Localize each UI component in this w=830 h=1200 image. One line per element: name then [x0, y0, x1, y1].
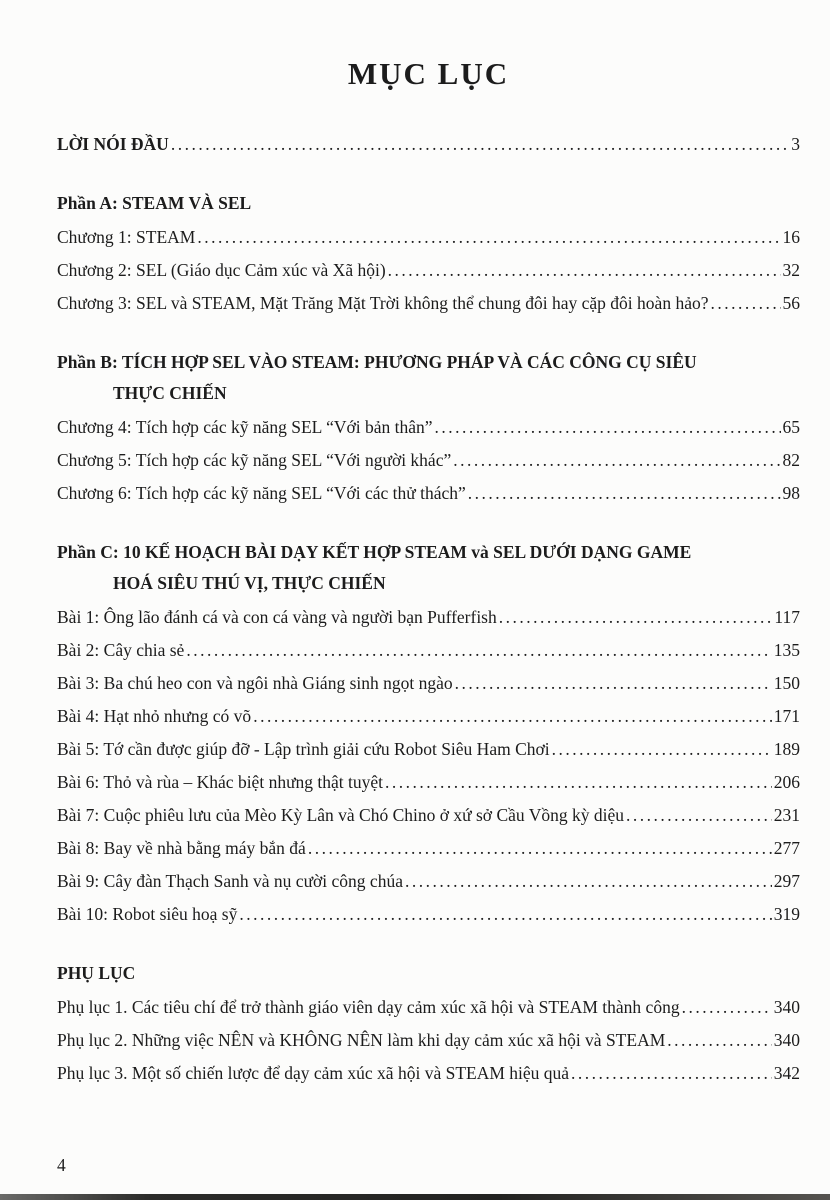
dot-leader — [455, 667, 772, 700]
dot-leader — [239, 898, 771, 931]
toc-entry — [57, 832, 800, 865]
toc-entry-page: 297 — [773, 871, 800, 891]
toc-entry-page: 98 — [782, 483, 800, 503]
toc-entry — [57, 766, 800, 799]
toc-entry-page: 171 — [773, 706, 800, 726]
toc-entry-label: Phụ lục 3. Một số chiến lược để dạy cảm xúc xã hội và STEAM hiệu quả — [57, 1063, 570, 1083]
toc-entry-label: Bài 5: Tớ cần được giúp đỡ - Lập trình giải cứu Robot Siêu Ham Chơi — [57, 739, 550, 759]
toc-entry — [57, 1024, 800, 1057]
toc-entry-label: Bài 9: Cây đàn Thạch Sanh và nụ cười công chúa — [57, 871, 403, 891]
toc-entry-page: 82 — [782, 450, 800, 470]
toc-entry-label: Bài 1: Ông lão đánh cá và con cá vàng và người bạn Pufferfish — [57, 607, 497, 627]
toc-entry-label: Chương 2: SEL (Giáo dục Cảm xúc và Xã hội) — [57, 260, 386, 280]
page-number: 4 — [57, 1155, 66, 1175]
dot-leader — [552, 733, 772, 766]
toc-entry — [57, 128, 800, 161]
toc-entry — [57, 700, 800, 733]
toc-entry-label: Chương 4: Tích hợp các kỹ năng SEL “Với bản thân” — [57, 417, 433, 437]
toc-entry-label: Chương 6: Tích hợp các kỹ năng SEL “Với các thử thách” — [57, 483, 466, 503]
dot-leader — [405, 865, 772, 898]
dot-leader — [435, 411, 781, 444]
toc-entry-page: 319 — [773, 904, 800, 924]
toc-entry — [57, 221, 800, 254]
dot-leader — [682, 991, 772, 1024]
dot-leader — [308, 832, 772, 865]
toc-entry-page: 231 — [773, 805, 800, 825]
dot-leader — [388, 254, 781, 287]
toc-entry-page: 340 — [773, 1030, 800, 1050]
toc-entry-label: Bài 3: Ba chú heo con và ngôi nhà Giáng sinh ngọt ngào — [57, 673, 453, 693]
toc-entry-label: Bài 8: Bay về nhà bằng máy bắn đá — [57, 838, 306, 858]
toc-entry-label: Bài 7: Cuộc phiêu lưu của Mèo Kỳ Lân và Chó Chino ở xứ sở Cầu Vồng kỳ diệu — [57, 805, 624, 825]
dot-leader — [171, 128, 789, 161]
toc-section-heading — [57, 958, 800, 989]
dot-leader — [186, 634, 771, 667]
dot-leader — [499, 601, 773, 634]
toc-entry — [57, 1057, 800, 1090]
toc-entry-label: Chương 5: Tích hợp các kỹ năng SEL “Với người khác” — [57, 450, 452, 470]
toc-entry-label: Bài 4: Hạt nhỏ nhưng có võ — [57, 706, 252, 726]
dot-leader — [468, 477, 781, 510]
toc-entry — [57, 898, 800, 931]
toc-entry-label: Phụ lục 1. Các tiêu chí để trở thành giáo viên dạy cảm xúc xã hội và STEAM thành công — [57, 997, 680, 1017]
toc-section-heading — [57, 188, 800, 219]
toc-entry-label: LỜI NÓI ĐẦU — [57, 134, 169, 154]
toc-entry — [57, 254, 800, 287]
toc-entry-page: 189 — [773, 739, 800, 759]
toc-entry-page: 342 — [773, 1063, 800, 1083]
dot-leader — [197, 221, 780, 254]
toc-entry — [57, 991, 800, 1024]
toc-section-heading-line: Phần C: 10 KẾ HOẠCH BÀI DẠY KẾT HỢP STEAM và SEL DƯỚI DẠNG GAME — [57, 542, 692, 562]
toc-entry — [57, 799, 800, 832]
toc-entry — [57, 411, 800, 444]
page-title: MỤC LỤC — [347, 56, 510, 91]
toc-entry — [57, 667, 800, 700]
toc-entry-page: 117 — [774, 607, 800, 627]
dot-leader — [571, 1057, 772, 1090]
toc-entry-label: Chương 1: STEAM — [57, 227, 196, 247]
toc-section-heading-line: THỰC CHIẾN — [113, 383, 227, 403]
toc-section-heading-line: Phần B: TÍCH HỢP SEL VÀO STEAM: PHƯƠNG PHÁP VÀ CÁC CÔNG CỤ SIÊU — [57, 352, 697, 372]
toc-entry-label: Bài 6: Thỏ và rùa – Khác biệt nhưng thật tuyệt — [57, 772, 384, 792]
toc-entry-page: 277 — [773, 838, 800, 858]
toc-section-heading-line: HOÁ SIÊU THÚ VỊ, THỰC CHIẾN — [113, 573, 386, 593]
toc-section-heading-line: Phần A: STEAM VÀ SEL — [57, 193, 252, 213]
scan-bottom-edge — [0, 1194, 830, 1200]
toc-entry-label: Chương 3: SEL và STEAM, Mặt Trăng Mặt Trời không thể chung đôi hay cặp đôi hoàn hảo? — [57, 293, 709, 313]
toc-entry-page: 65 — [782, 417, 800, 437]
toc-entry-page: 150 — [773, 673, 800, 693]
toc-entry-page: 56 — [782, 293, 800, 313]
toc-entry — [57, 733, 800, 766]
toc-entry-page: 16 — [782, 227, 800, 247]
dot-leader — [253, 700, 772, 733]
toc-entry-page: 135 — [773, 640, 800, 660]
toc-entry — [57, 444, 800, 477]
dot-leader — [710, 287, 780, 320]
toc-entry-page: 3 — [791, 134, 800, 154]
toc-entry — [57, 477, 800, 510]
toc-section-heading — [57, 537, 800, 599]
toc-section-heading — [57, 347, 800, 409]
toc-entry — [57, 287, 800, 320]
dot-leader — [385, 766, 772, 799]
toc-entry — [57, 634, 800, 667]
toc-entry-label: Bài 2: Cây chia sẻ — [57, 640, 185, 660]
dot-leader — [453, 444, 780, 477]
toc-entry — [57, 601, 800, 634]
toc-entry-page: 32 — [782, 260, 800, 280]
toc-entry-label: Bài 10: Robot siêu hoạ sỹ — [57, 904, 238, 924]
toc-entry — [57, 865, 800, 898]
toc-section-heading-line: PHỤ LỤC — [57, 963, 136, 983]
dot-leader — [667, 1024, 771, 1057]
toc-entry-page: 206 — [773, 772, 800, 792]
dot-leader — [626, 799, 772, 832]
toc-list — [57, 128, 800, 1090]
toc-entry-page: 340 — [773, 997, 800, 1017]
toc-entry-label: Phụ lục 2. Những việc NÊN và KHÔNG NÊN làm khi dạy cảm xúc xã hội và STEAM — [57, 1030, 666, 1050]
